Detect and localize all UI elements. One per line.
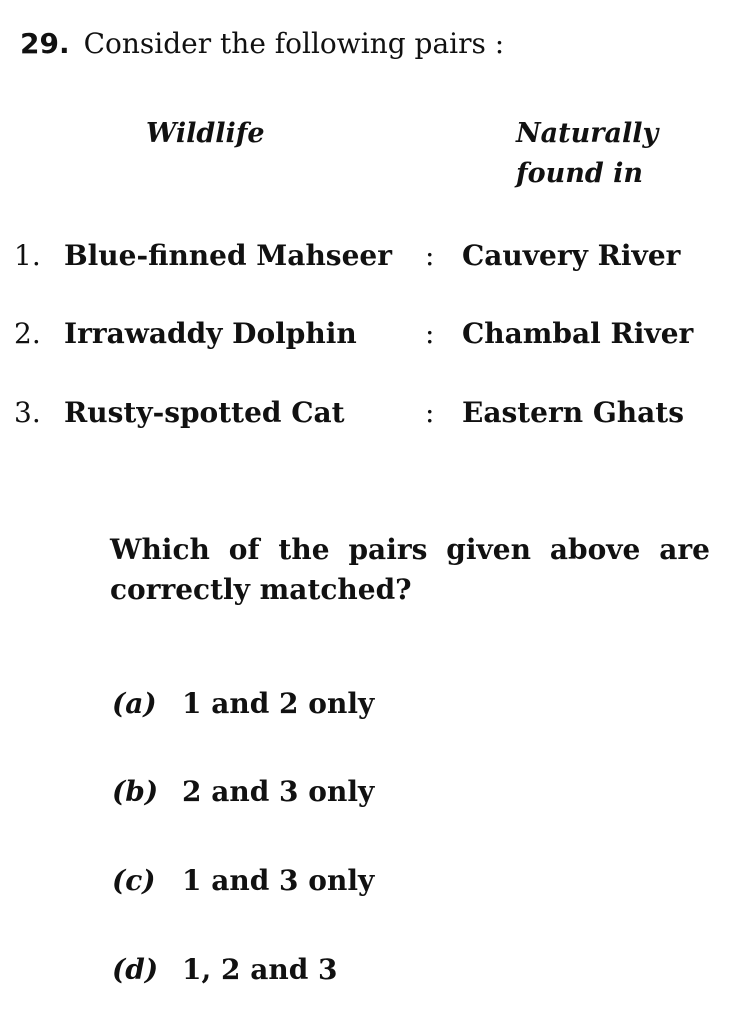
pair-animal: Blue-finned Mahseer bbox=[64, 239, 392, 272]
question-prompt bbox=[110, 530, 710, 610]
option-label: (c) bbox=[112, 864, 156, 897]
pair-place: Chambal River bbox=[462, 317, 694, 350]
question-text: Consider the following pairs : bbox=[83, 27, 505, 60]
option-label: (d) bbox=[112, 953, 159, 986]
option-c[interactable] bbox=[112, 861, 374, 901]
pair-row-3 bbox=[14, 393, 734, 433]
pair-row-2 bbox=[14, 314, 734, 354]
option-a[interactable] bbox=[112, 684, 374, 724]
pair-number: 3. bbox=[14, 396, 41, 429]
option-text: 1 and 2 only bbox=[182, 687, 375, 720]
pair-separator: : bbox=[425, 396, 435, 429]
pair-separator: : bbox=[425, 317, 435, 350]
question-header bbox=[20, 24, 504, 64]
option-text: 2 and 3 only bbox=[182, 775, 375, 808]
pair-animal: Rusty-spotted Cat bbox=[64, 396, 345, 429]
pair-separator: : bbox=[425, 239, 435, 272]
pair-row-1 bbox=[14, 236, 734, 276]
question-number: 29. bbox=[20, 27, 70, 60]
option-text: 1, 2 and 3 bbox=[182, 953, 338, 986]
prompt-line-1: Which of the pairs given above are bbox=[110, 533, 710, 566]
option-d[interactable] bbox=[112, 950, 338, 990]
pair-animal: Irrawaddy Dolphin bbox=[64, 317, 357, 350]
option-b[interactable] bbox=[112, 772, 374, 812]
option-label: (b) bbox=[112, 775, 159, 808]
option-text: 1 and 3 only bbox=[182, 864, 375, 897]
option-label: (a) bbox=[112, 687, 157, 720]
prompt-line-2: correctly matched? bbox=[110, 573, 412, 606]
column-heading-found-in-line1: Naturally bbox=[516, 118, 659, 149]
pair-number: 2. bbox=[14, 317, 41, 350]
pair-place: Eastern Ghats bbox=[462, 396, 684, 429]
column-heading-found-in bbox=[516, 114, 658, 194]
pair-number: 1. bbox=[14, 239, 41, 272]
column-heading-found-in-line2: found in bbox=[516, 158, 644, 189]
column-heading-wildlife: Wildlife bbox=[146, 118, 265, 149]
pair-place: Cauvery River bbox=[462, 239, 681, 272]
